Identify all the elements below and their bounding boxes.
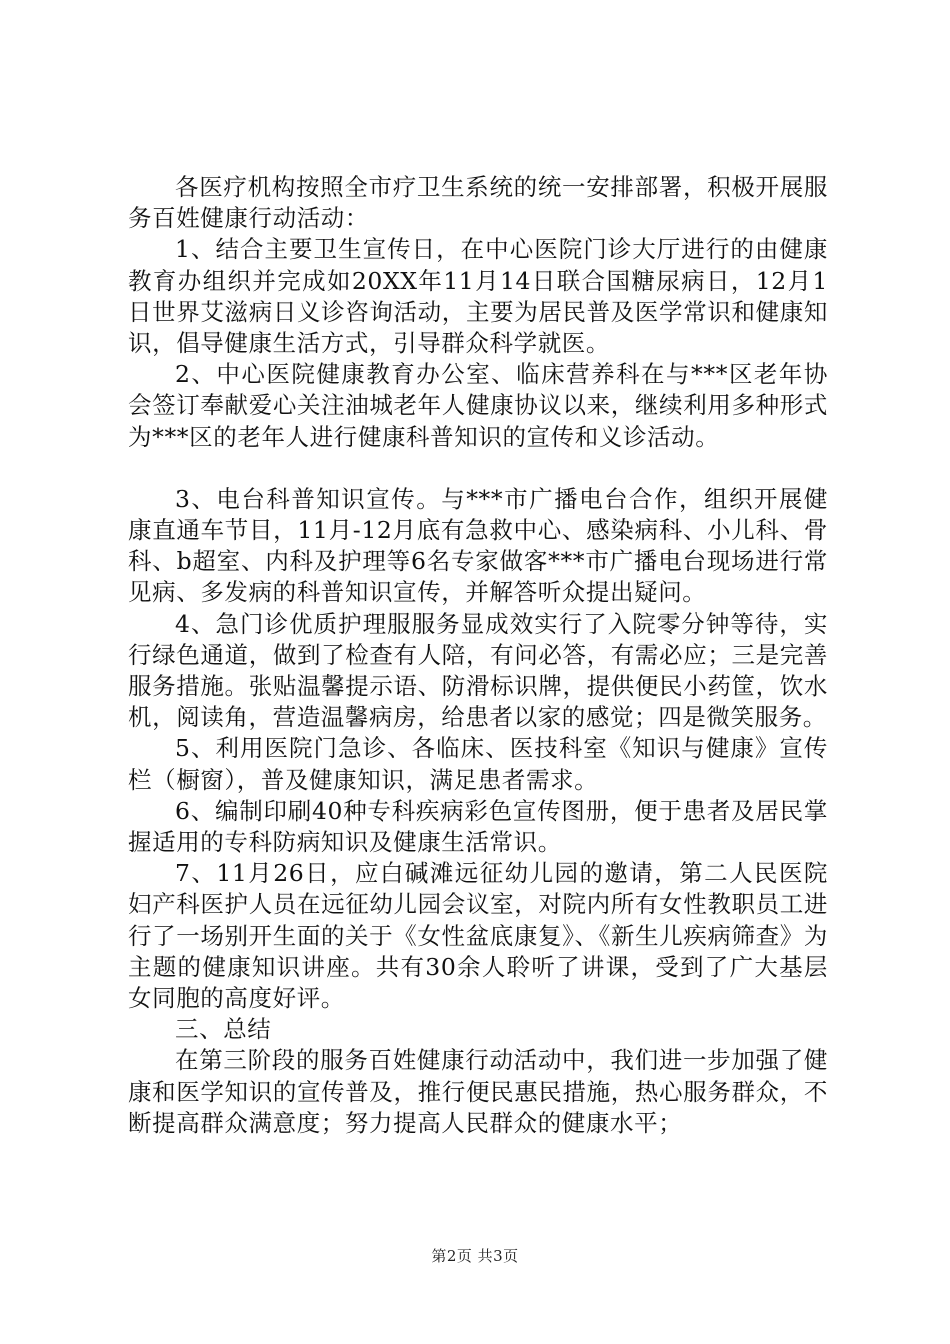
item-6-paragraph: 6、编制印刷40种专科疾病彩色宣传图册，便于患者及居民掌握适用的专科防病知识及健康生活常识。 xyxy=(128,796,828,857)
item-5-paragraph: 5、利用医院门急诊、各临床、医技科室《知识与健康》宣传栏（橱窗），普及健康知识，满足患者需求。 xyxy=(128,734,828,794)
page-number-footer: 第2页 共3页 xyxy=(431,1247,519,1265)
item-3-paragraph: 3、电台科普知识宣传。与***市广播电台合作，组织开展健康直通车节目，11月-12月底有急救中心、感染病科、小儿科、骨科、b超室、内科及护理等6名专家做客***市广播电台现场进行常见病、多发病的科普知识宣传，并解答听众提出疑问。 xyxy=(128,484,828,607)
document-body xyxy=(128,172,828,1139)
closing-paragraph: 在第三阶段的服务百姓健康行动活动中，我们进一步加强了健康和医学知识的宣传普及，推行便民惠民措施，热心服务群众，不断提高群众满意度；努力提高人民群众的健康水平； xyxy=(128,1046,828,1137)
intro-paragraph: 各医疗机构按照全市疗卫生系统的统一安排部署，积极开展服务百姓健康行动活动： xyxy=(128,173,828,233)
section-heading: 三、总结 xyxy=(175,1015,272,1044)
item-4-paragraph: 4、急门诊优质护理服服务显成效实行了入院零分钟等待，实行绿色通道，做到了检查有人陪，有问必答，有需必应；三是完善服务措施。张贴温馨提示语、防滑标识牌，提供便民小药筐，饮水机，阅读角，营造温馨病房，给患者以家的感觉；四是微笑服务。 xyxy=(128,609,828,732)
item-7-paragraph: 7、11月26日，应白碱滩远征幼儿园的邀请，第二人民医院妇产科医护人员在远征幼儿园会议室，对院内所有女性教职员工进行了一场别开生面的关于《女性盆底康复》、《新生儿疾病筛查》为主题的健康知识讲座。共有30余人聆听了讲课，受到了广大基层女同胞的高度好评。 xyxy=(128,859,828,1013)
item-1-paragraph: 1、结合主要卫生宣传日，在中心医院门诊大厅进行的由健康教育办组织并完成如20XX年11月14日联合国糖尿病日，12月1日世界艾滋病日义诊咨询活动，主要为居民普及医学常识和健康知识，倡导健康生活方式，引导群众科学就医。 xyxy=(128,235,828,358)
item-2-paragraph: 2、中心医院健康教育办公室、临床营养科在与***区老年协会签订奉献爱心关注油城老年人健康协议以来，继续利用多种形式为***区的老年人进行健康科普知识的宣传和义诊活动。 xyxy=(128,360,828,451)
